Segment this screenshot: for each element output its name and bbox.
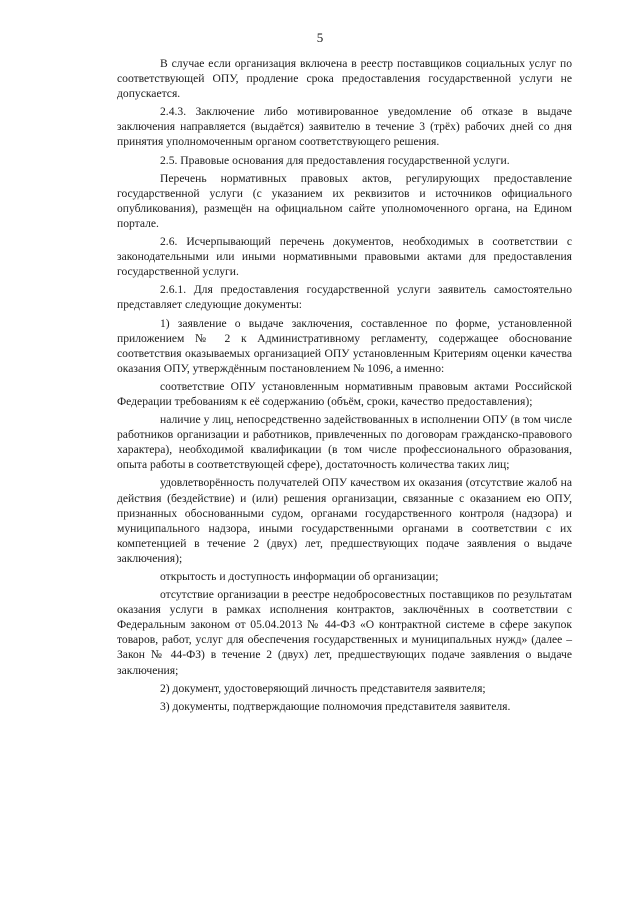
document-body bbox=[117, 56, 572, 714]
criterion-openness: открытость и доступность информации об организации; bbox=[160, 570, 439, 583]
paragraph-registry-extension: В случае если организация включена в реестр поставщиков социальных услуг по соответствующей ОПУ, продление срока предоставления государственной услуги не допускается. bbox=[117, 57, 572, 101]
page-number: 5 bbox=[316, 30, 324, 45]
criterion-unscrupulous-registry: отсутствие организации в реестре недобросовестных поставщиков по результатам оказания услуги в рамках исполнения контрактов, заключённых в соответствии с Федеральным законом от 05.04.2013 № 44-ФЗ «О контрактной системе в сфере закупок товаров, работ, услуг для обеспечения государственных и муниципальных нужд» (далее – Закон № 44-ФЗ) в течение 2 (двух) лет, предшествующих подаче заявления о выдаче заключения; bbox=[117, 588, 572, 677]
paragraph-2-5-heading: 2.5. Правовые основания для предоставления государственной услуги. bbox=[160, 153, 510, 167]
criterion-compliance: соответствие ОПУ установленным нормативным правовым актами Российской Федерации требованиям к её содержанию (объём, сроки, качество предоставления); bbox=[117, 379, 572, 408]
list-item-identity-document: 2) документ, удостоверяющий личность представителя заявителя; bbox=[160, 681, 486, 695]
list-item-application: 1) заявление о выдаче заключения, составленное по форме, установленной приложением № 2 к Административному регламенту, содержащее обоснование соответствия оказываемых организацией ОПУ установленным Критериям оценки качества оказания ОПУ, утверждённым постановлением № 1096, а именно: bbox=[117, 316, 572, 375]
paragraph-2-6-1: 2.6.1. Для предоставления государственной услуги заявитель самостоятельно представляет следующие документы: bbox=[117, 283, 572, 312]
paragraph-2-4-3: 2.4.3. Заключение либо мотивированное уведомление об отказе в выдаче заключения направляется (выдаётся) заявителю в течение 3 (трёх) рабочих дней со дня принятия уполномоченным органом соответствующего решения. bbox=[117, 105, 572, 149]
list-item-authority-documents: 3) документы, подтверждающие полномочия представителя заявителя. bbox=[160, 699, 511, 713]
criterion-satisfaction: удовлетворённость получателей ОПУ качеством их оказания (отсутствие жалоб на действия (бездействие) и (или) решения организации, связанные с оказанием ею ОПУ, признанных обоснованными судом, органами государственного контроля (надзора) и муниципального надзора, иными государственными органами в соответствии с их компетенцией в течение 2 (двух) лет, предшествующих подаче заявления о выдаче заключения); bbox=[117, 476, 572, 565]
criterion-qualification: наличие у лиц, непосредственно задействованных в исполнении ОПУ (в том числе работников организации и работников, привлеченных по договорам гражданско-правового характера), необходимой квалификации (в том числе профессионального образования, опыта работы в соответствующей сфере), достаточность количества таких лиц; bbox=[117, 413, 572, 472]
paragraph-2-6-heading: 2.6. Исчерпывающий перечень документов, необходимых в соответствии с законодательными или иными нормативными правовыми актами для предоставления государственной услуги. bbox=[117, 235, 572, 279]
paragraph-legal-acts: Перечень нормативных правовых актов, регулирующих предоставление государственной услуги (с указанием их реквизитов и источников официального опубликования), размещён на официальном сайте уполномоченного органа, на Едином портале. bbox=[117, 171, 572, 230]
